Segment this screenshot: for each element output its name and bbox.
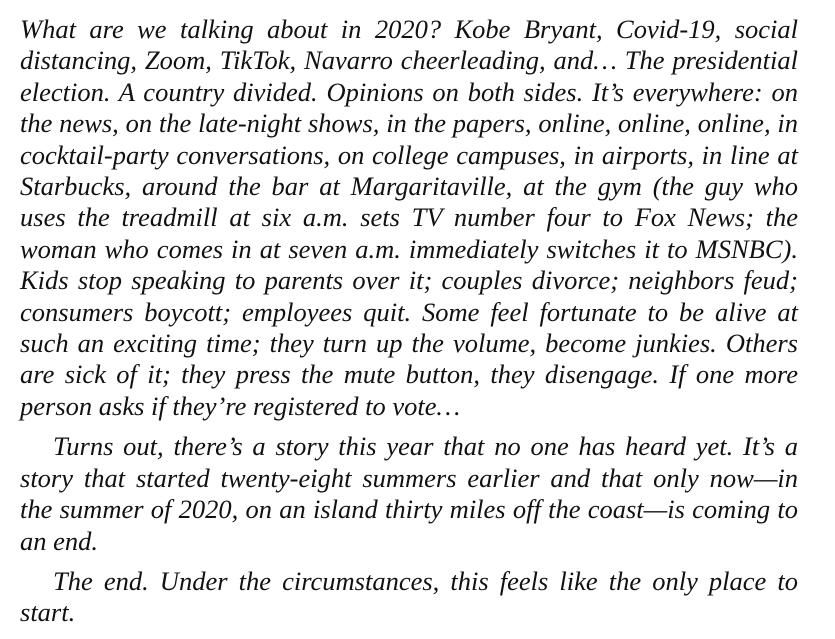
document-body [20,14,798,629]
paragraph-2: Turns out, there’s a story this year that no one has heard yet. It’s a story that started twenty-eight summers earlier and that only now—in the summer of 2020, on an island thirty miles off the coast—is coming to an end. [20,431,798,556]
paragraph-1: What are we talking about in 2020? Kobe Bryant, Covid-19, social distancing, Zoom, TikTok, Navarro cheerleading, and… The presidential election. A country divided. Opinions on both sides. It’s everywhere: on the news, on the late-night shows, in the papers, online, online, online, in cocktail-party conversations, on college campuses, in airports, in line at Starbucks, around the bar at Margaritaville, at the gym (the guy who uses the treadmill at six a.m. sets TV number four to Fox News; the woman who comes in at seven a.m. immediately switches it to MSNBC). Kids stop speaking to parents over it; couples divorce; neighbors feud; consumers boycott; employees quit. Some feel fortunate to be alive at such an exciting time; they turn up the volume, become junkies. Others are sick of it; they press the mute button, they disengage. If one more person asks if they’re registered to vote… [20,14,798,421]
paragraph-3: The end. Under the circumstances, this feels like the only place to start. [20,565,798,628]
